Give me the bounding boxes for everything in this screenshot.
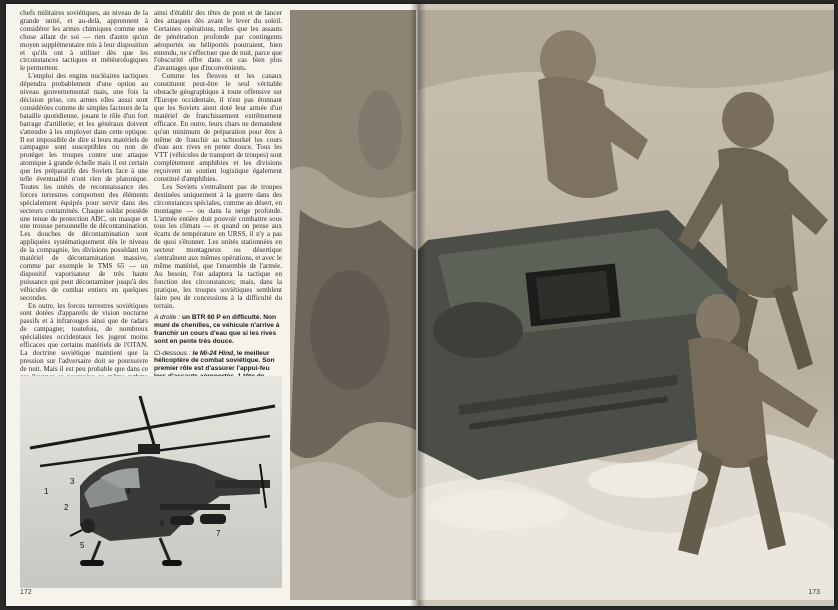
left-page — [6, 4, 418, 606]
caption-right-photo — [154, 314, 282, 345]
helicopter-label: 7 — [216, 529, 221, 538]
paragraph: L'emploi des engins nucléaires tactiques dépendra probablement d'une option au niveau gouvernemental mais, une fois la décision prise, ces armes elles aussi sont considérées comme de simples facteurs de la bataille quotidienne, jouant le rôle d'un fort barrage d'artillerie; et les généraux doivent s'attendre à les employer dans cette optique. Il est impossible de dire si leurs matériels de campagne sont susceptibles ou non de protéger les troupes contre une attaque atomique à grande échelle mais il est certain que les préparatifs des Soviets face à une telle éventualité n'ont rien de platonique. Toutes les unités de reconnaissance des forces terrestres comportent des éléments spécialement équipés pour servir dans des secteurs contaminés. Chaque soldat possède une tenue de protection ABC, un masque et une trousse personnelle de décontamination. Les douches de décontamination sont appliquées systématiquement dès le niveau de la compagnie, les divisions possédant un matériel de décontamination massive, comme par exemple le TMS 65 — un dispositif vaporisateur de très haute puissance qui peut décontaminer jusqu'à des véhicules de combat entiers en quelques secondes. — [20, 72, 148, 302]
caption-text: un BTR 60 P en difficulté. Non muni de chenilles, ce véhicule n'arrive à franchir un cours d'eau que si les rives sont en pente très douce. — [154, 314, 280, 345]
btr-photo-illustration — [418, 10, 834, 600]
helicopter-label: 1 — [44, 487, 49, 496]
paragraph: En outre, les forces terrestres soviétiques sont dotées d'appareils de vision nocturne passifs et à infrarouges ainsi que de radars de campagne; toutefois, de nombreux spécialistes occidentaux les jugent moins efficaces que certains matériels de l'OTAN. La doctrine soviétique maintient que la pression sur l'adversaire doit se poursuivre de nuit. Mais il est peu probable que dans ce — [20, 301, 148, 373]
helicopter-label: 5 — [80, 541, 85, 550]
helicopter-label: 2 — [64, 503, 69, 512]
caption-lead: A droite : — [154, 314, 182, 322]
btr-photo — [418, 10, 834, 600]
paragraph: chefs militaires soviétiques, au niveau de la grande unité, et au-delà, apprennent à considérer les armes chimiques comme une chose allant de soi — rien d'autre qu'un moyen supplémentaire mis à leur disposition et qu'ils ont à utiliser dès que les circonstances tactiques et météorologiques le permettent. — [20, 9, 148, 73]
helicopter-photo — [20, 376, 282, 588]
caption-model: le Mi-24 Hind — [192, 349, 234, 357]
helicopter-label: 4 — [126, 487, 131, 496]
paragraph: Les Soviets s'entraînent pas de troupes destinées uniquement à la guerre dans des circonstances spéciales, comme au désert, en montagne — ou dans la neige profonde. L'armée entière doit pouvoir combattre sous tous les climats — et quand on pense aux écarts de température en URSS, il n'y a pas de quoi s'étonner. Les unités stationnées en secteur montagneux ou désertique s'entraînent aux mêmes opérations, et avec le même matériel, que l'ensemble de l'armée. Au besoin, l'on adaptera la tactique en fonction des circonstances; mais, dans la pratique, les troupes soviétiques semblent faire peu de concessions à la difficulté du terrain. — [154, 182, 282, 310]
caption-text: , le meilleur hélicoptère de combat soviétique. Son premier rôle est d'assurer l'appui-feu — [154, 349, 275, 373]
paragraph: ainsi d'établir des têtes de pont et de lancer des attaques dès avant le lever du soleil. Certaines opérations, telles que les assauts de pénétration profonde par contingents aéroportés ou héliportés pourraient, bien entendu, ne s'effectuer que de nuit, parce que l'obscurité offre dans ce cas bien plus d'avantages que d'inconvénients. — [154, 9, 282, 73]
photo-left-illustration — [290, 10, 416, 600]
magazine-spread — [6, 4, 834, 606]
caption-lead: Ci-dessous : — [154, 349, 193, 357]
helicopter-label: 6 — [160, 519, 165, 528]
page-number-left: 172 — [20, 589, 32, 596]
right-page — [418, 4, 834, 606]
paragraph: Comme les fleuves et les canaux constituent peut-être le seul véritable obstacle géographique à toute offensive sur l'Europe occidentale, il n'est pas étonnant que les Soviets aient doté leur armée d'un matériel de franchissement extrêmement efficace. En outre, leurs chars ne demandent qu'un minimum de préparation pour être à même de franchir au schnorkel les cours d'eau aux rives en pente douce. Tous les VTT (véhicules de transport de troupes) sont complètement amphibies et les divisions reçoivent un soutien logistique également constitué d'amphibies. — [154, 72, 282, 184]
page-number-right: 173 — [808, 589, 820, 596]
helicopter-illustration — [20, 376, 282, 588]
helicopter-label: 3 — [70, 477, 75, 486]
photo-left-strip — [290, 10, 416, 600]
